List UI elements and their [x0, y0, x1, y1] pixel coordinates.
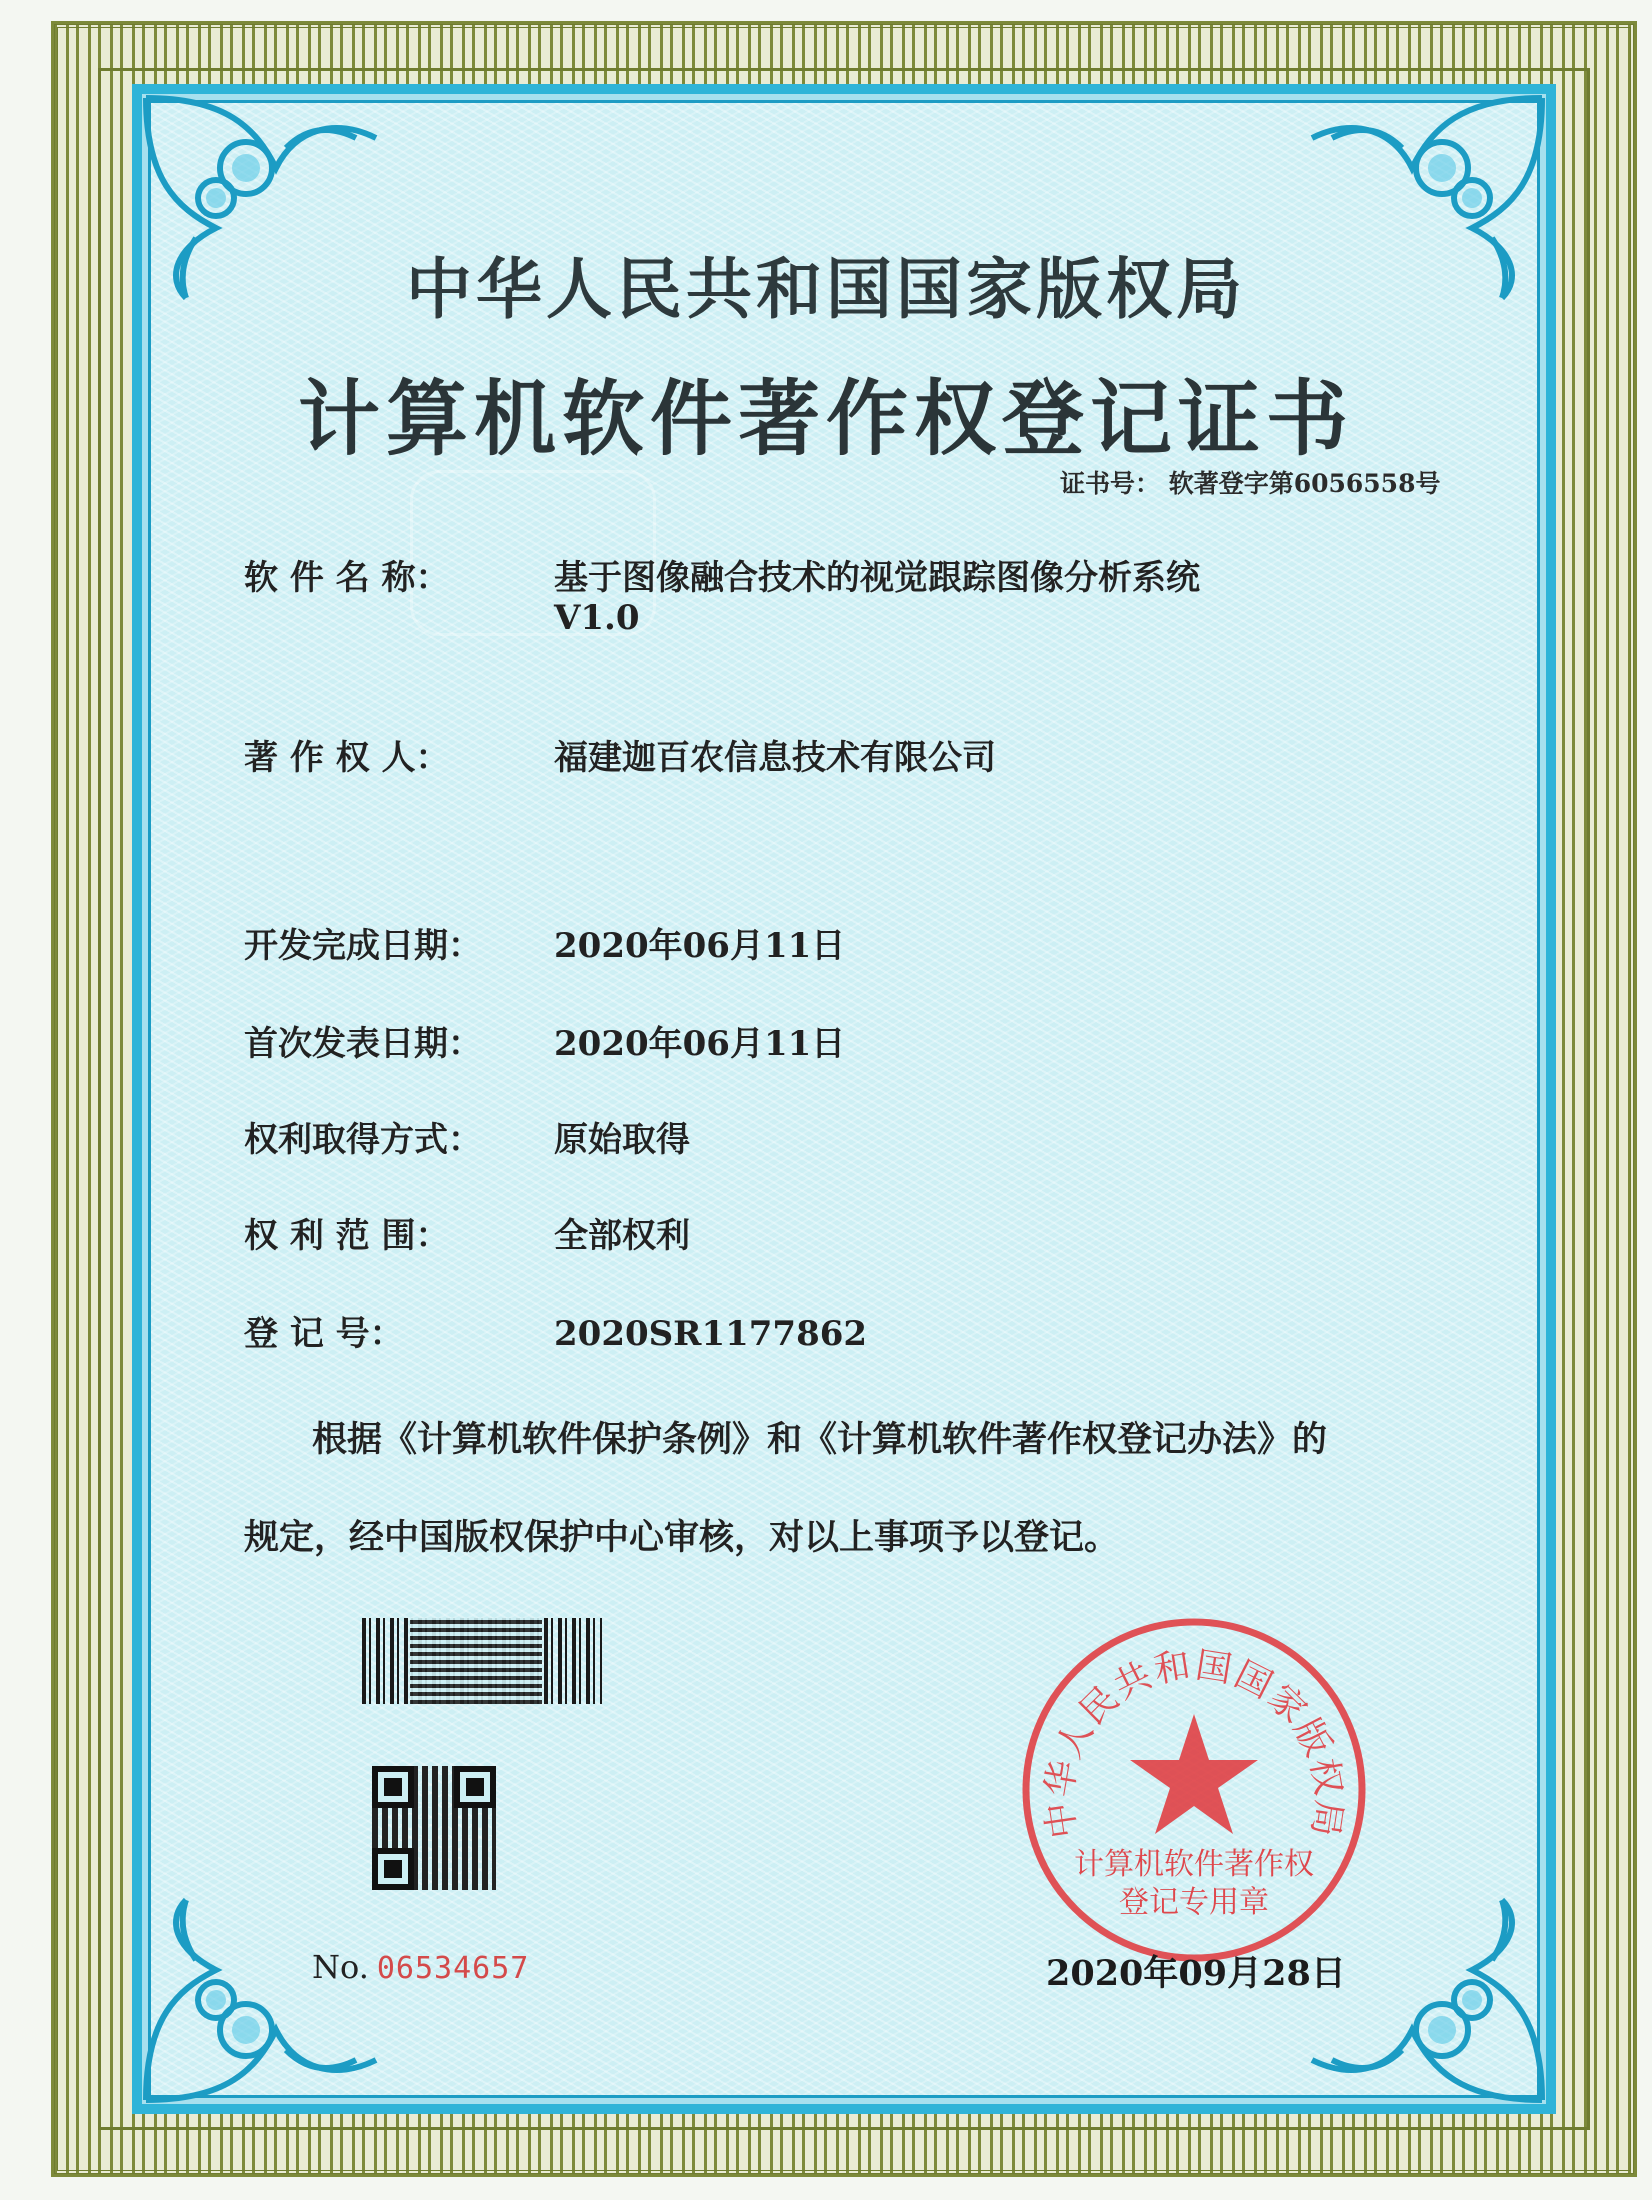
publish-date-row: [244, 1016, 845, 1065]
dev-date-row: [244, 918, 845, 967]
dev-date-value: 2020年06月11日: [554, 926, 846, 966]
registration-number-row: [244, 1306, 867, 1355]
corner-ornament-bottom-left: [136, 1890, 396, 2110]
serial-prefix: No.: [312, 1948, 369, 1986]
official-seal: [1016, 1612, 1372, 1968]
issuing-organization-title: 中华人民共和国国家版权局: [406, 250, 1246, 328]
software-name-value: 基于图像融合技术的视觉跟踪图像分析系统: [554, 558, 1200, 598]
software-name-label: 软 件 名 称：: [244, 558, 450, 598]
serial-number: [312, 1948, 529, 1986]
registration-number-value: 2020SR1177862: [554, 1314, 868, 1354]
owner-label: 著 作 权 人：: [244, 738, 450, 778]
software-name-row: [244, 550, 1200, 599]
statement-line-2: 规定，经中国版权保护中心审核，对以上事项予以登记。: [244, 1517, 1120, 1558]
publish-date-value: 2020年06月11日: [554, 1024, 846, 1064]
barcode: [362, 1618, 602, 1704]
publish-date-label: 首次发表日期：: [244, 1024, 482, 1064]
qr-code: [372, 1766, 496, 1890]
rights-scope-row: [244, 1208, 690, 1257]
software-version-value: V1.0: [554, 598, 640, 638]
dev-date-label: 开发完成日期：: [244, 926, 482, 966]
registration-number-label: 登 记 号：: [244, 1314, 404, 1354]
acquire-method-label: 权利取得方式：: [244, 1120, 482, 1160]
issue-date: 2020年09月28日: [1046, 1953, 1346, 1994]
certificate-title: 计算机软件著作权登记证书: [297, 371, 1354, 467]
serial-number-value: 06534657: [376, 1951, 530, 1986]
certificate-number: 证书号： 软著登字第6056558号: [1060, 469, 1441, 498]
rights-scope-label: 权 利 范 围：: [244, 1216, 450, 1256]
seal-inner-line-2: 登记专用章: [1119, 1886, 1269, 1919]
statement-line-1: 根据《计算机软件保护条例》和《计算机软件著作权登记办法》的: [312, 1419, 1328, 1460]
acquire-method-row: [244, 1112, 690, 1161]
seal-inner-line-1: 计算机软件著作权: [1074, 1848, 1314, 1881]
seal-outer-text: 中华人民共和国国家版权局: [1038, 1644, 1350, 1841]
owner-value: 福建迦百农信息技术有限公司: [554, 738, 996, 778]
rights-scope-value: 全部权利: [554, 1216, 690, 1256]
owner-row: [244, 730, 996, 779]
acquire-method-value: 原始取得: [554, 1120, 690, 1160]
